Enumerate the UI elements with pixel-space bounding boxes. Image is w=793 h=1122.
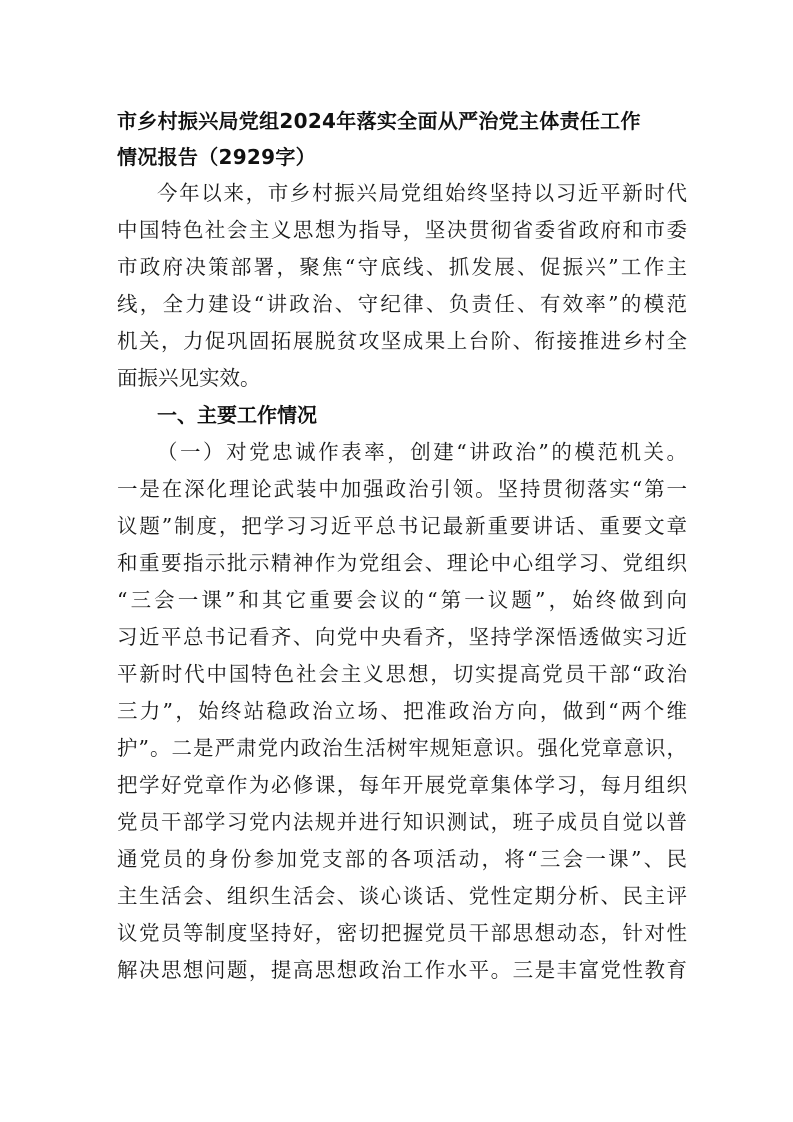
body-line: 一是在深化理论武装中加强政治引领。坚持贯彻落实“第一 xyxy=(117,477,687,501)
intro-line: 今年以来，市乡村振兴局党组始终坚持以习近平新时代 xyxy=(157,181,687,205)
title-line: 市乡村振兴局党组2024年落实全面从严治党主体责任工作 xyxy=(117,109,641,133)
body-line: 议党员等制度坚持好，密切把握党员干部思想动态，针对性 xyxy=(117,921,687,945)
intro-line: 面振兴见实效。 xyxy=(117,366,261,390)
body-line: 护”。二是严肃党内政治生活树牢规矩意识。强化党章意识， xyxy=(117,736,687,760)
intro-line: 机关，力促巩固拓展脱贫攻坚成果上台阶、衔接推进乡村全 xyxy=(117,329,687,353)
body-line: 解决思想问题，提高思想政治工作水平。三是丰富党性教育 xyxy=(117,958,687,982)
intro-line: 中国特色社会主义思想为指导，坚决贯彻省委省政府和市委 xyxy=(117,218,687,242)
title-line: 情况报告（2929字） xyxy=(117,145,316,169)
body-line: 党员干部学习党内法规并进行知识测试，班子成员自觉以普 xyxy=(117,810,687,834)
body-line: 平新时代中国特色社会主义思想，切实提高党员干部“政治 xyxy=(117,662,687,686)
body-line: “三会一课”和其它重要会议的“第一议题”，始终做到向 xyxy=(117,588,687,612)
body-line: 和重要指示批示精神作为党组会、理论中心组学习、党组织 xyxy=(117,551,687,575)
body-line: 习近平总书记看齐、向党中央看齐，坚持学深悟透做实习近 xyxy=(117,625,687,649)
body-line: 把学好党章作为必修课，每年开展党章集体学习，每月组织 xyxy=(117,773,687,797)
intro-line: 线，全力建设“讲政治、守纪律、负责任、有效率”的模范 xyxy=(117,292,687,316)
section-heading: 一、主要工作情况 xyxy=(157,403,317,427)
body-line: （一）对党忠诚作表率，创建“讲政治”的模范机关。 xyxy=(157,440,687,464)
body-line: 通党员的身份参加党支部的各项活动，将“三会一课”、民 xyxy=(117,847,687,871)
body-line: 三力”，始终站稳政治立场、把准政治方向，做到“两个维 xyxy=(117,699,687,723)
body-line: 议题”制度，把学习习近平总书记最新重要讲话、重要文章 xyxy=(117,514,687,538)
intro-line: 市政府决策部署，聚焦“守底线、抓发展、促振兴”工作主 xyxy=(117,255,687,279)
document-title xyxy=(117,103,687,175)
body-line: 主生活会、组织生活会、谈心谈话、党性定期分析、民主评 xyxy=(117,884,687,908)
